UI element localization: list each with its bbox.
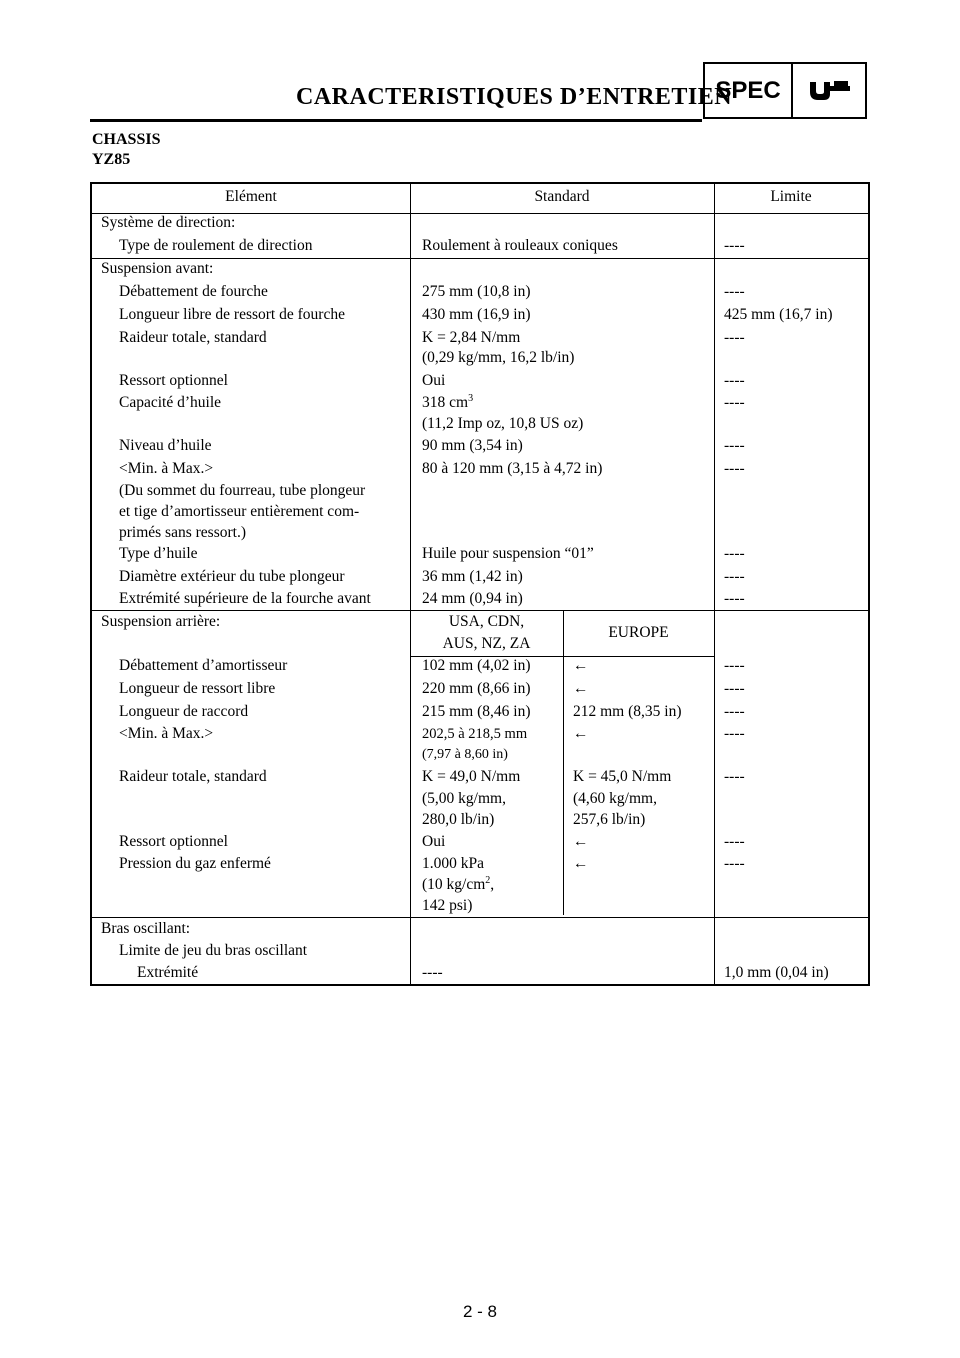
row-limit: ---- [724,394,745,411]
row-usa: 102 mm (4,02 in) [422,657,531,674]
row-standard-cont: (11,2 Imp oz, 10,8 US oz) [422,415,584,432]
col-europe-header: EUROPE [608,624,669,641]
row-usa: K = 49,0 N/mm [422,768,521,785]
row-label: Raideur totale, standard [119,329,267,346]
row-label: Longueur de ressort libre [119,680,276,697]
row-standard: 430 mm (16,9 in) [422,306,531,323]
spec-table [90,182,870,986]
row-label: Raideur totale, standard [119,768,267,785]
row-usa: 1.000 kPa [422,855,484,872]
row-usa: Oui [422,833,446,850]
row-usa-cont: (5,00 kg/mm, [422,790,506,807]
row-standard: Roulement à rouleaux coniques [422,237,618,254]
group-swingarm: Bras oscillant: [101,920,191,937]
row-limit: ---- [724,545,745,562]
group-steering: Système de direction: [101,214,236,231]
row-limit: ---- [724,437,745,454]
col-divider [410,184,411,984]
row-limit: ---- [724,725,745,742]
row-label: Longueur de raccord [119,703,249,720]
row-limit: 425 mm (16,7 in) [724,306,833,323]
page-number: 2 - 8 [462,1302,498,1321]
row-usa: 220 mm (8,66 in) [422,680,531,697]
row-europe: ← [573,855,589,872]
row-standard: Huile pour suspension “01” [422,545,594,562]
header-element: Elément [225,188,277,205]
row-label: Pression du gaz enfermé [119,855,271,872]
row-standard: 90 mm (3,54 in) [422,437,523,454]
row-label: Diamètre extérieur du tube plongeur [119,568,345,585]
row-limit: ---- [724,372,745,389]
row-limit: ---- [724,833,745,850]
row-label: Extrémité supérieure de la fourche avant [119,590,371,607]
row-label: Niveau d’huile [119,437,212,454]
row-limit: ---- [724,283,745,300]
row-limit: ---- [724,657,745,674]
row-limit: ---- [724,680,745,697]
row-limit: ---- [724,855,745,872]
row-label-cont: et tige d’amortisseur entièrement com- [119,503,360,520]
row-label: Longueur libre de ressort de fourche [119,306,345,323]
spec-badge [703,62,867,119]
row-usa-cont: (10 $kg/cm^2$, [422,875,495,893]
row-usa-cont: 280,0 lb/in) [422,811,495,828]
row-label: Ressort optionnel [119,833,228,850]
row-label: Ressort optionnel [119,372,228,389]
row-usa-cont: 142 psi) [422,897,473,914]
row-label: <Min. à Max.> [119,725,214,742]
row-limit: ---- [724,460,745,477]
row-standard: K = 2,84 N/mm [422,329,521,346]
header-rule [90,119,702,122]
row-standard: 80 à 120 mm (3,15 à 4,72 in) [422,460,603,477]
row-standard: 275 mm (10,8 in) [422,283,531,300]
row-europe: ← [573,680,589,697]
row-standard: ---- [422,964,443,981]
row-europe: K = 45,0 N/mm [573,768,672,785]
header-limit: Limite [770,188,812,205]
col-divider [714,184,715,984]
row-limit: 1,0 mm (0,04 in) [724,964,829,981]
row-label: <Min. à Max.> [119,460,214,477]
model-name: YZ85 [92,151,131,168]
row-divider [92,610,868,611]
col-usa-header-cont: AUS, NZ, ZA [442,635,531,652]
section-title: CHASSIS [92,131,161,148]
row-europe: ← [573,657,589,674]
row-limit: ---- [724,590,745,607]
row-label: Type d’huile [119,545,198,562]
row-label-cont: primés sans ressort.) [119,524,246,541]
row-standard: 36 mm (1,42 in) [422,568,523,585]
row-label-cont: (Du sommet du fourreau, tube plongeur [119,482,366,499]
spec-label: SPEC [705,64,793,117]
row-divider [92,917,868,918]
row-label: Capacité d’huile [119,394,221,411]
row-label: Limite de jeu du bras oscillant [119,942,308,959]
row-label: Extrémité [137,964,199,981]
row-label: Débattement d’amortisseur [119,657,288,674]
row-europe-cont: (4,60 kg/mm, [573,790,657,807]
row-limit: ---- [724,703,745,720]
row-europe: ← [573,833,589,850]
header-standard: Standard [534,188,590,205]
row-europe: 212 mm (8,35 in) [573,703,682,720]
row-usa: 202,5 à 218,5 mm [422,726,528,742]
row-standard: 24 mm (0,94 in) [422,590,523,607]
row-label: Type de roulement de direction [119,237,313,254]
page-title: CARACTERISTIQUES D’ENTRETIEN [296,84,733,110]
row-limit: ---- [724,237,745,254]
row-standard-cont: (0,29 kg/mm, 16,2 lb/in) [422,349,575,366]
row-usa: 215 mm (8,46 in) [422,703,531,720]
row-label: Débattement de fourche [119,283,268,300]
wrench-icon [793,64,865,117]
col-usa-header: USA, CDN, [448,613,525,630]
row-europe-cont: 257,6 lb/in) [573,811,646,828]
row-standard: Oui [422,372,446,389]
row-limit: ---- [724,329,745,346]
row-europe: ← [573,725,589,742]
row-limit: ---- [724,568,745,585]
row-standard: 318 $cm^3$ [422,393,474,411]
row-usa-cont: (7,97 à 8,60 in) [422,747,508,762]
group-rear-suspension: Suspension arrière: [101,613,221,630]
group-front-suspension: Suspension avant: [101,260,214,277]
row-limit: ---- [724,768,745,785]
